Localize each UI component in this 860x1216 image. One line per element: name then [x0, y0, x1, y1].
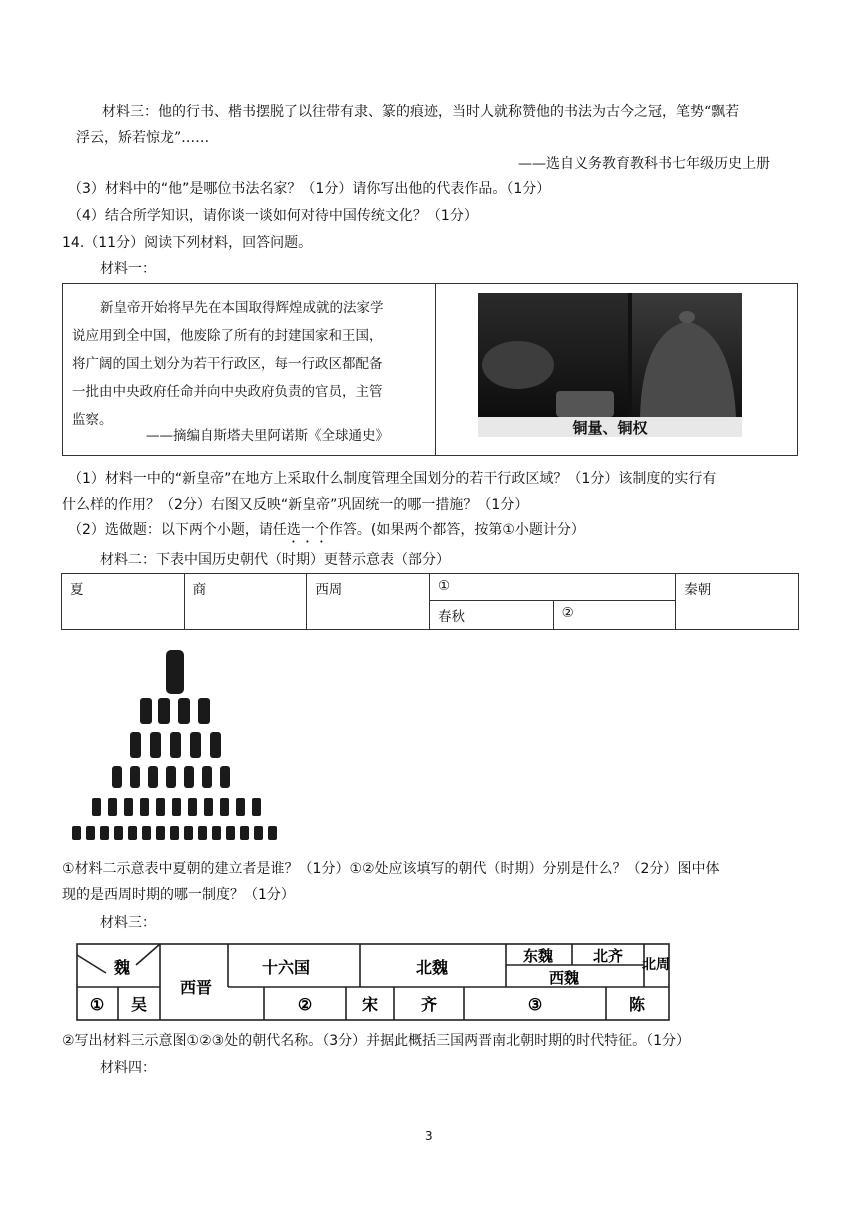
question-4: （4）结合所学知识，请你谈一谈如何对待中国传统文化？（1分） [68, 208, 478, 224]
dynasty-label-wu: 吴 [130, 995, 148, 1014]
question-14-2-before: （2）选做题：以下两个小题，请任 [68, 522, 287, 538]
bronze-weight-drawing [632, 293, 742, 425]
dynasty-label-qi: 齐 [420, 995, 438, 1014]
bronze-weight-image [632, 293, 742, 425]
dynasty-cell-spring-autumn: 春秋 [429, 601, 553, 630]
material1-text-line: 一批由中央政府任命并向中央政府负责的官员，主管 [72, 384, 383, 400]
dynasty-label-blank-3: ③ [527, 995, 543, 1014]
material3-label: 材料三： [100, 915, 156, 931]
question-2a-line2: 现的是西周时期的哪一制度？（1分） [62, 887, 295, 903]
bronze-weights-photo [478, 293, 742, 437]
material2-label: 材料二：下表中国历史朝代（时期）更替示意表（部分） [100, 552, 450, 568]
material1-label: 材料一： [100, 261, 156, 277]
dynasty-label-blank-2: ② [297, 995, 313, 1014]
photo-caption: 铜量、铜权 [478, 417, 742, 437]
page-number: 3 [425, 1129, 433, 1143]
material1-divider [435, 284, 436, 455]
dynasty-label-northern-wei: 北魏 [415, 958, 449, 977]
dynasty-label-northern-qi: 北齐 [592, 947, 624, 965]
dynasty-cell-blank-1: ① [429, 574, 675, 601]
question-2b: ②写出材料三示意图①②③处的朝代名称。（3分）并据此概括三国两晋南北朝时期的时代特征。（1分） [62, 1033, 691, 1049]
dynasty-table [61, 573, 799, 630]
dynasty-cell-shang: 商 [184, 574, 307, 630]
material1-source: ——摘编自斯塔夫里阿诺斯《全球通史》 [146, 428, 389, 444]
dynasty-label-chen: 陈 [628, 995, 646, 1014]
question-14-heading: 14.（11分）阅读下列材料，回答问题。 [62, 235, 313, 251]
dynasty-cell-western-zhou: 西周 [307, 574, 430, 630]
dynasty-label-northern-zhou: 北周 [642, 957, 670, 973]
dynasty-cell-qin: 秦朝 [676, 574, 799, 630]
material1-text-line: 监察。 [72, 412, 113, 428]
dynasty-label-song: 宋 [361, 995, 379, 1014]
dynasty-label-western-wei: 西魏 [548, 969, 580, 987]
material3-source: ——选自义务教育教科书七年级历史上册 [518, 156, 770, 172]
question-3: （3）材料中的“他”是哪位书法名家？（1分）请你写出他的代表作品。（1分） [68, 181, 551, 197]
dynasty-label-sixteen-kingdoms: 十六国 [261, 958, 311, 977]
dynasty-cell-blank-2: ② [553, 601, 676, 630]
dynasty-cell-xia: 夏 [62, 574, 185, 630]
question-14-2 [68, 520, 585, 546]
dynasty-label-wei: 魏 [113, 958, 131, 977]
material1-text-line: 说应用到全中国，他废除了所有的封建国家和王国， [72, 328, 383, 344]
question-14-2-emphasis: 选一个 [286, 522, 329, 538]
material1-text-line: 将广阔的国土划分为若干行政区，每一行政区都配备 [72, 356, 383, 372]
dynasty-diagram [76, 943, 670, 1021]
question-14-1-line2: 什么样的作用？（2分）右图又反映“新皇帝”巩固统一的哪一措施？（1分） [62, 497, 529, 513]
bronze-measure-drawing [478, 293, 628, 425]
question-2a-line1: ①材料二示意表中夏朝的建立者是谁？（1分）①②处应该填写的朝代（时期）分别是什么？（2分）图中体 [62, 861, 720, 877]
feudal-hierarchy-pyramid-image [70, 648, 280, 846]
question-14-2-after: 作答。(如果两个都答，按第①小题计分） [328, 522, 585, 538]
material3-line2: 浮云，矫若惊龙”…… [76, 130, 210, 146]
dynasty-label-eastern-wei: 东魏 [522, 947, 554, 965]
dynasty-label-western-jin: 西晋 [179, 978, 213, 997]
bronze-measure-image [478, 293, 628, 425]
material1-text-line: 新皇帝开始将早先在本国取得辉煌成就的法家学 [100, 300, 384, 316]
material3-line1: 材料三：他的行书、楷书摆脱了以往带有隶、篆的痕迹，当时人就称赞他的书法为古今之冠，笔势“飘若 [102, 104, 740, 120]
material4-label: 材料四： [100, 1060, 156, 1076]
dynasty-label-blank-1: ① [89, 995, 105, 1014]
question-14-1-line1: （1）材料一中的“新皇帝”在地方上采取什么制度管理全国划分的若干行政区域？（1分）该制度的实行有 [68, 471, 717, 487]
